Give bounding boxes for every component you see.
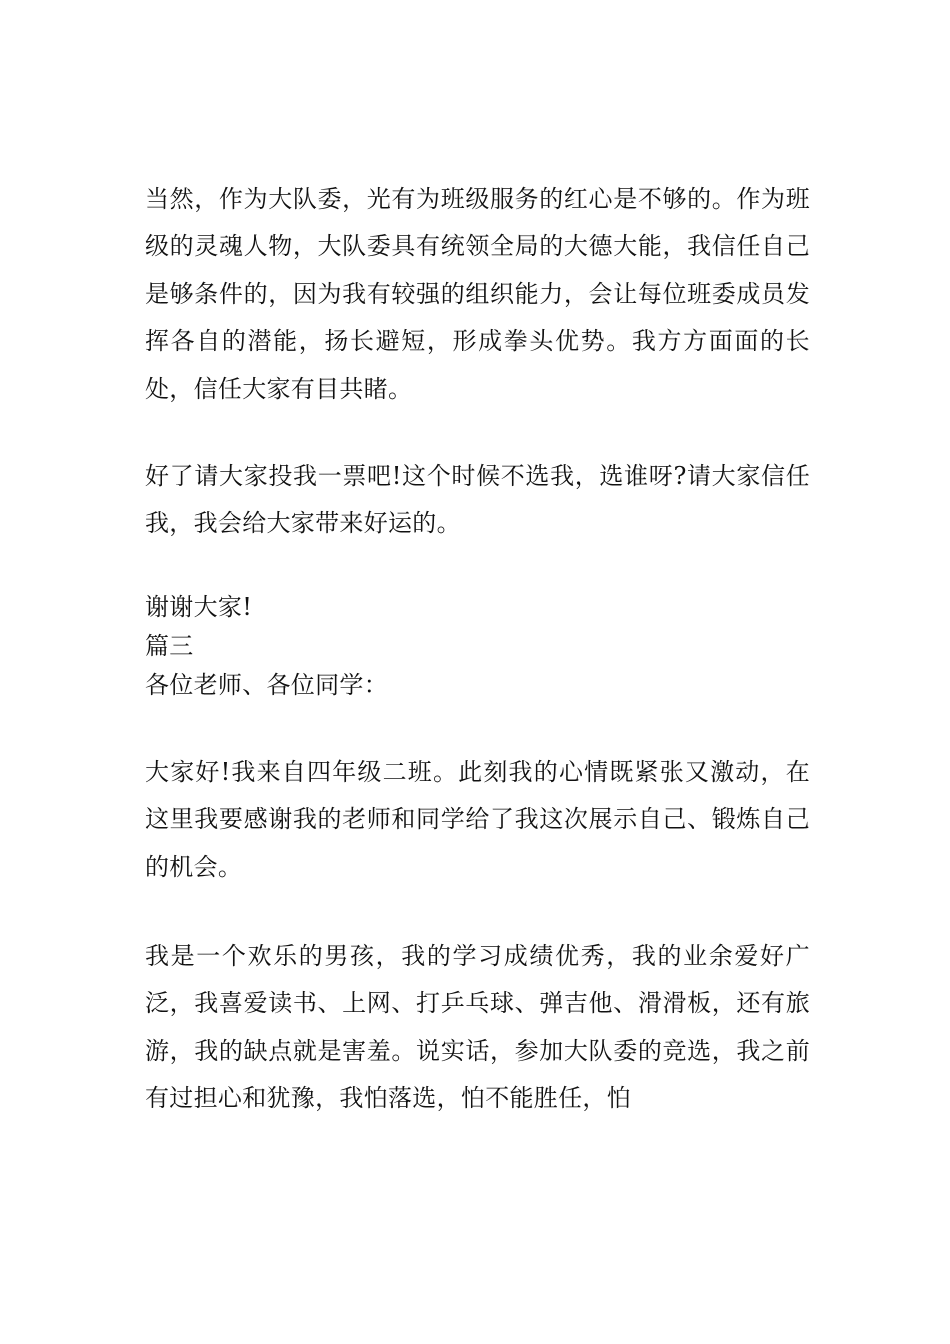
paragraph-spacer	[145, 548, 810, 588]
paragraph-thanks: 谢谢大家!	[145, 592, 253, 621]
salutation: 各位老师、各位同学：	[145, 670, 388, 699]
paragraph-vote-request: 好了请大家投我一票吧!这个时候不选我，选谁呀?请大家信任我，我会给大家带来好运的。	[145, 462, 810, 538]
paragraph-self-description: 我是一个欢乐的男孩，我的学习成绩优秀，我的业余爱好广泛，我喜爱读书、上网、打乒乓球、弹吉他、滑滑板，还有旅游，我的缺点就是害羞。说实话，参加大队委的竞选，我之前有过担心和犹豫，我怕落选，怕不能胜任，怕	[145, 942, 810, 1113]
paragraph-spacer	[145, 891, 810, 933]
paragraph-qualifications: 当然，作为大队委，光有为班级服务的红心是不够的。作为班级的灵魂人物，大队委具有统领全局的大德大能，我信任自己是够条件的，因为我有较强的组织能力，会让每位班委成员发挥各自的潜能，扬长避短，形成拳头优势。我方方面面的长处，信任大家有目共睹。	[145, 185, 810, 403]
paragraph-spacer	[145, 705, 810, 749]
paragraph-introduction: 大家好!我来自四年级二班。此刻我的心情既紧张又激动，在这里我要感谢我的老师和同学给了我这次展示自己、锻炼自己的机会。	[145, 757, 810, 881]
paragraph-spacer	[145, 413, 810, 453]
document-body	[145, 176, 810, 1123]
section-heading: 篇三	[145, 631, 194, 660]
